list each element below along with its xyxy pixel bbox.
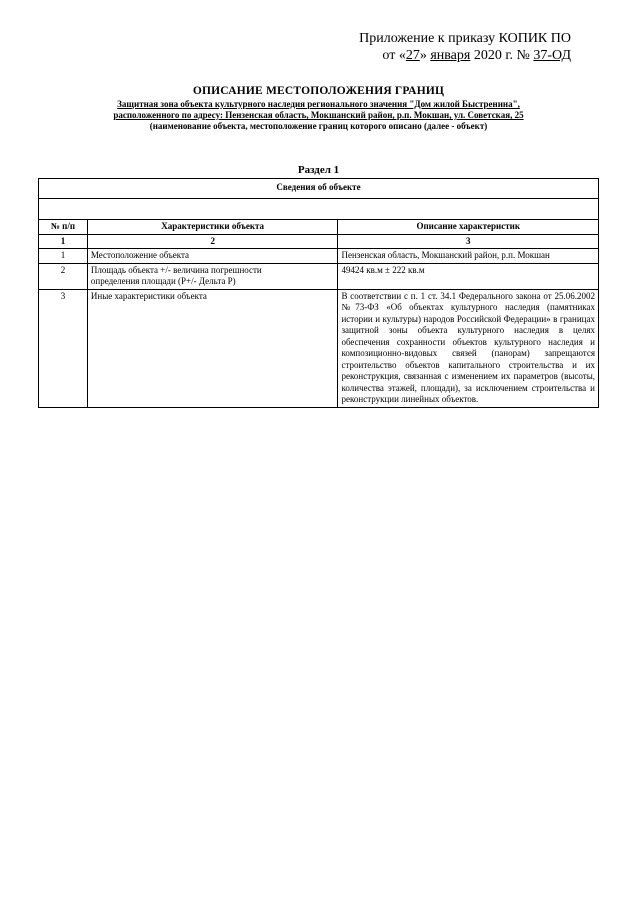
order-number: 37-ОД: [533, 48, 571, 63]
header-description: Описание характеристик: [338, 220, 599, 235]
row-description: Пензенская область, Мокшанский район, р.п. Мокшан: [338, 249, 599, 264]
order-year: 2020 г. №: [470, 48, 534, 63]
subtitle-line-2: расположенного по адресу: Пензенская область, Мокшанский район, р.п. Мокшан, ул. Советская, 25: [113, 110, 524, 120]
order-line-1: Приложение к приказу КОПИК ПО: [359, 31, 571, 46]
caption-row: [39, 179, 599, 199]
column-number-1: 1: [39, 234, 88, 249]
column-number-3: 3: [338, 234, 599, 249]
row-number: 1: [39, 249, 88, 264]
document-titles: [38, 84, 599, 132]
header-number: № п/п: [39, 220, 88, 235]
object-info-table: [38, 178, 599, 408]
row-number: 2: [39, 263, 88, 289]
order-line-2: [359, 47, 571, 64]
row-description: В соответствии с п. 1 ст. 34.1 Федерального закона от 25.06.2002 №73-ФЗ «Об объектах культурного наследия (памятниках истории и культуры) народов Российской Федерации» в границах защитной зоны объекта культурного наследия в целях обеспечения сохранности объектов культурного наследия и композиционно-видовых связей (панорам) запрещаются строительство объектов капитального строительства и их реконструкция, связанная с изменением их параметров (высоты, количества этажей, площади), за исключением строительства и реконструкции линейных объектов.: [338, 289, 599, 407]
row-characteristic: Иные характеристики объекта: [87, 289, 338, 407]
row-number: 3: [39, 289, 88, 407]
page-title: ОПИСАНИЕ МЕСТОПОЛОЖЕНИЯ ГРАНИЦ: [192, 85, 445, 97]
header-characteristic: Характеристики объекта: [87, 220, 338, 235]
row-characteristic: Местоположение объекта: [87, 249, 338, 264]
row-characteristic: Площадь объекта +/- величина погрешности определения площади (Р+/- Дельта Р): [87, 263, 338, 289]
subtitle-line-1: Защитная зона объекта культурного наследия регионального значения "Дом жилой Быстренина",: [117, 99, 520, 109]
order-day: 27: [405, 48, 420, 63]
order-reference: [359, 30, 571, 64]
order-month: января: [430, 48, 471, 63]
subtitle-note: (наименование объекта, местоположение границ которого описано (далее - объект): [149, 121, 488, 131]
section-title: Раздел 1: [297, 164, 340, 176]
order-date-prefix: от «: [382, 48, 406, 63]
column-number-2: 2: [87, 234, 338, 249]
row-description: 49424 кв.м ± 222 кв.м: [338, 263, 599, 289]
order-date-mid: »: [419, 48, 431, 63]
table-row: [39, 289, 599, 407]
table-caption: Сведения об объекте: [39, 179, 599, 199]
spacer-row: [39, 199, 599, 220]
column-number-row: [39, 234, 599, 249]
header-row: [39, 220, 599, 235]
table-row: [39, 263, 599, 289]
spacer-cell: [39, 199, 599, 220]
table-row: [39, 249, 599, 264]
